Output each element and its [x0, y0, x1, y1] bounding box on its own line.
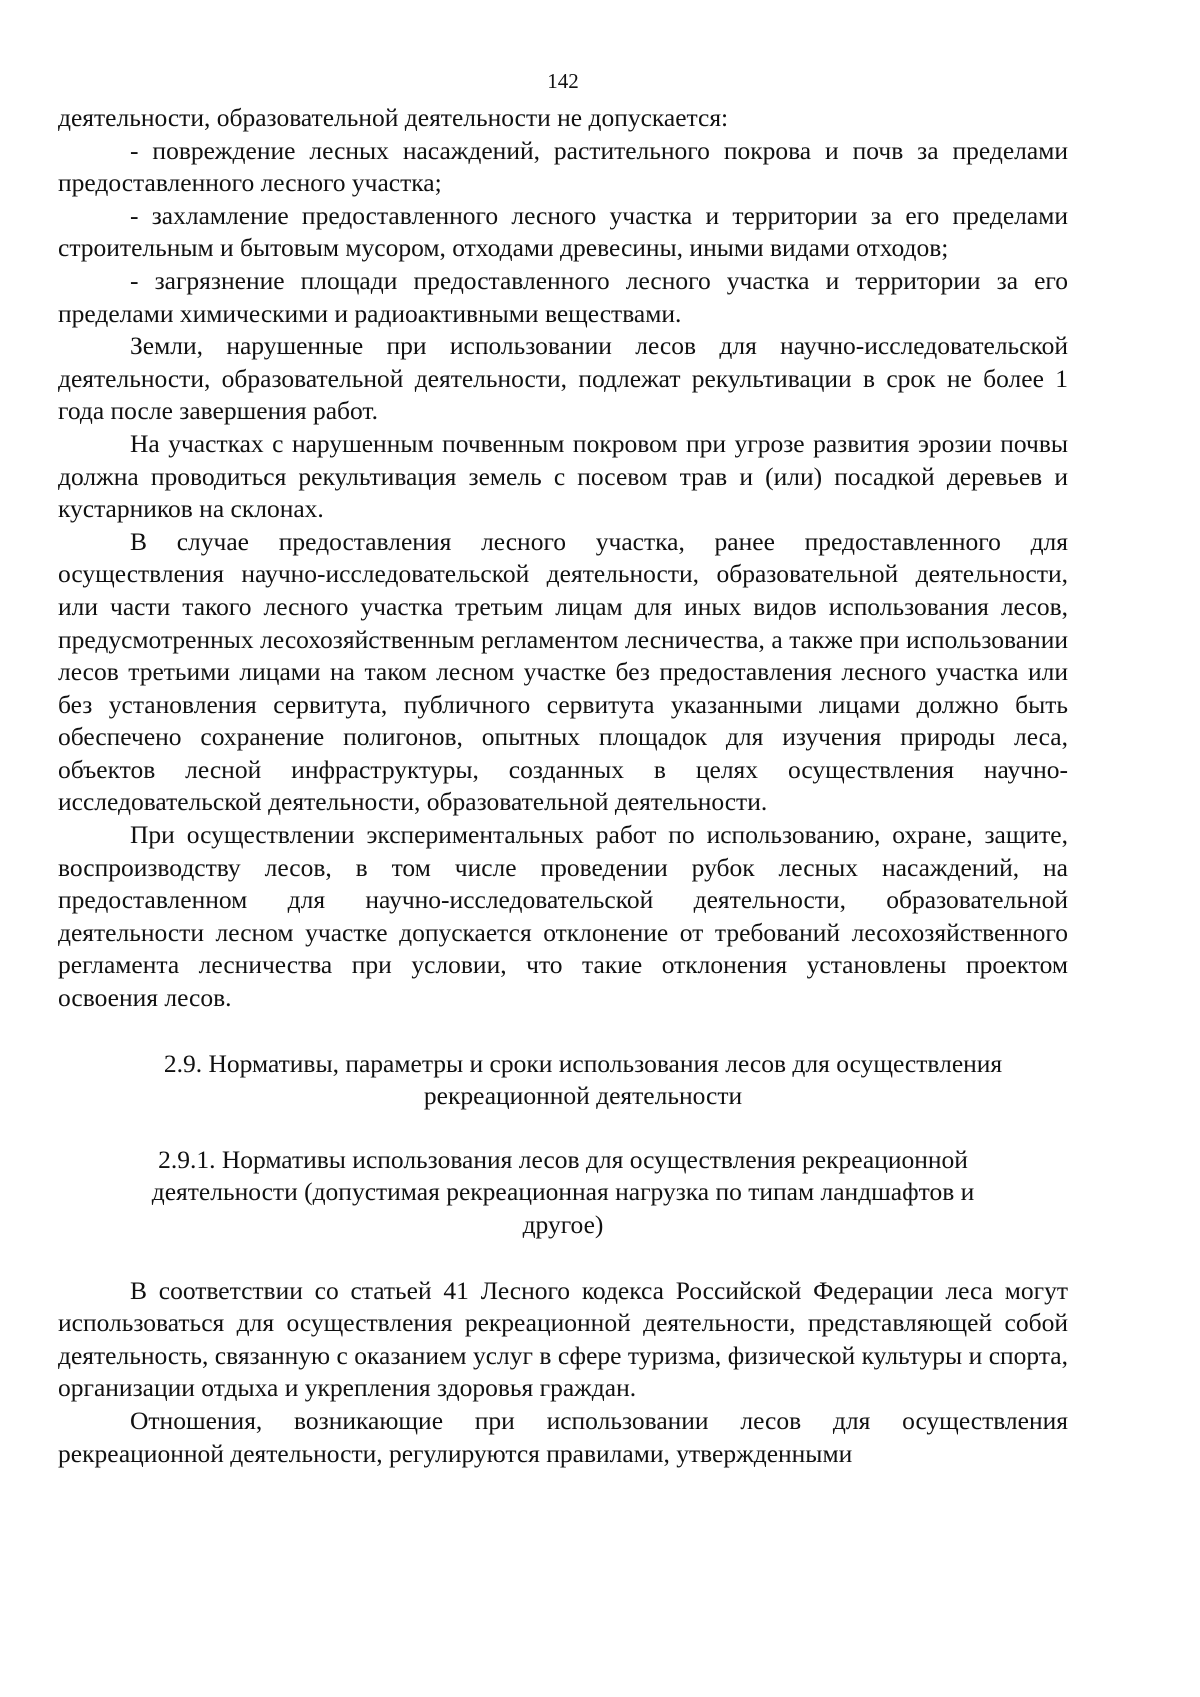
list-item-damage: - повреждение лесных насаждений, растительного покрова и почв за пределами предоставленного лесного участка; — [58, 135, 1068, 198]
subsection-heading-line: деятельности (допустимая рекреационная нагрузка по типам ландшафтов и — [151, 1177, 975, 1207]
section-heading — [58, 1048, 1068, 1113]
section-heading-line: рекреационной деятельности — [423, 1081, 743, 1111]
page-number: 142 — [547, 69, 579, 93]
paragraph-continuation: деятельности, образовательной деятельности не допускается: — [58, 103, 729, 132]
paragraph-third-parties: В случае предоставления лесного участка, ранее предоставленного для осуществления научно-исследовательской деятельности, образовательной деятельности, или части такого лесного участка третьим лицам для иных видов использования лесов, предусмотренных лесохозяйственным регламентом лесничества, а также при использовании лесов третьими лицами на таком лесном участке без предоставления лесного участка или без установления сервитута, публичного сервитута указанными лицами должно быть обеспечено сохранение полигонов, опытных площадок для изучения природы леса, объектов лесной инфраструктуры, созданных в целях осуществления научно-исследовательской деятельности, образовательной деятельности. — [58, 526, 1068, 817]
list-item-pollution: - загрязнение площади предоставленного лесного участка и территории за его пределами химическими и радиоактивными веществами. — [58, 265, 1068, 328]
paragraph-relations: Отношения, возникающие при использовании лесов для осуществления рекреационной деятельности, регулируются правилами, утвержденными — [58, 1405, 1068, 1468]
subsection-heading-line: другое) — [522, 1210, 604, 1239]
section-heading-line: 2.9. Нормативы, параметры и сроки использования лесов для осуществления — [163, 1048, 1003, 1078]
paragraph-erosion: На участках с нарушенным почвенным покровом при угрозе развития эрозии почвы должна проводиться рекультивация земель с посевом трав и (или) посадкой деревьев и кустарников на склонах. — [58, 428, 1068, 524]
subsection-heading-line: 2.9.1. Нормативы использования лесов для осуществления рекреационной — [158, 1144, 968, 1174]
paragraph-experimental-works: При осуществлении экспериментальных работ по использованию, охране, защите, воспроизводству лесов, в том числе проведении рубок лесных насаждений, на предоставленном для научно-исследовательской деятельности, образовательной деятельности лесном участке допускается отклонение от требований лесохозяйственного регламента лесничества при условии, что такие отклонения установлены проектом освоения лесов. — [58, 820, 1068, 1013]
paragraph-article-41: В соответствии со статьей 41 Лесного кодекса Российской Федерации леса могут использоваться для осуществления рекреационной деятельности, представляющей собой деятельность, связанную с оказанием услуг в сфере туризма, физической культуры и спорта, организации отдыха и укрепления здоровья граждан. — [58, 1275, 1068, 1403]
document-page — [58, 68, 1068, 1470]
list-item-littering: - захламление предоставленного лесного участка и территории за его пределами строительным и бытовым мусором, отходами древесины, иными видами отходов; — [58, 200, 1068, 263]
paragraph-reclamation: Земли, нарушенные при использовании лесов для научно-исследовательской деятельности, образовательной деятельности, подлежат рекультивации в срок не более 1 года после завершения работ. — [58, 331, 1068, 426]
subsection-heading — [58, 1144, 1068, 1242]
